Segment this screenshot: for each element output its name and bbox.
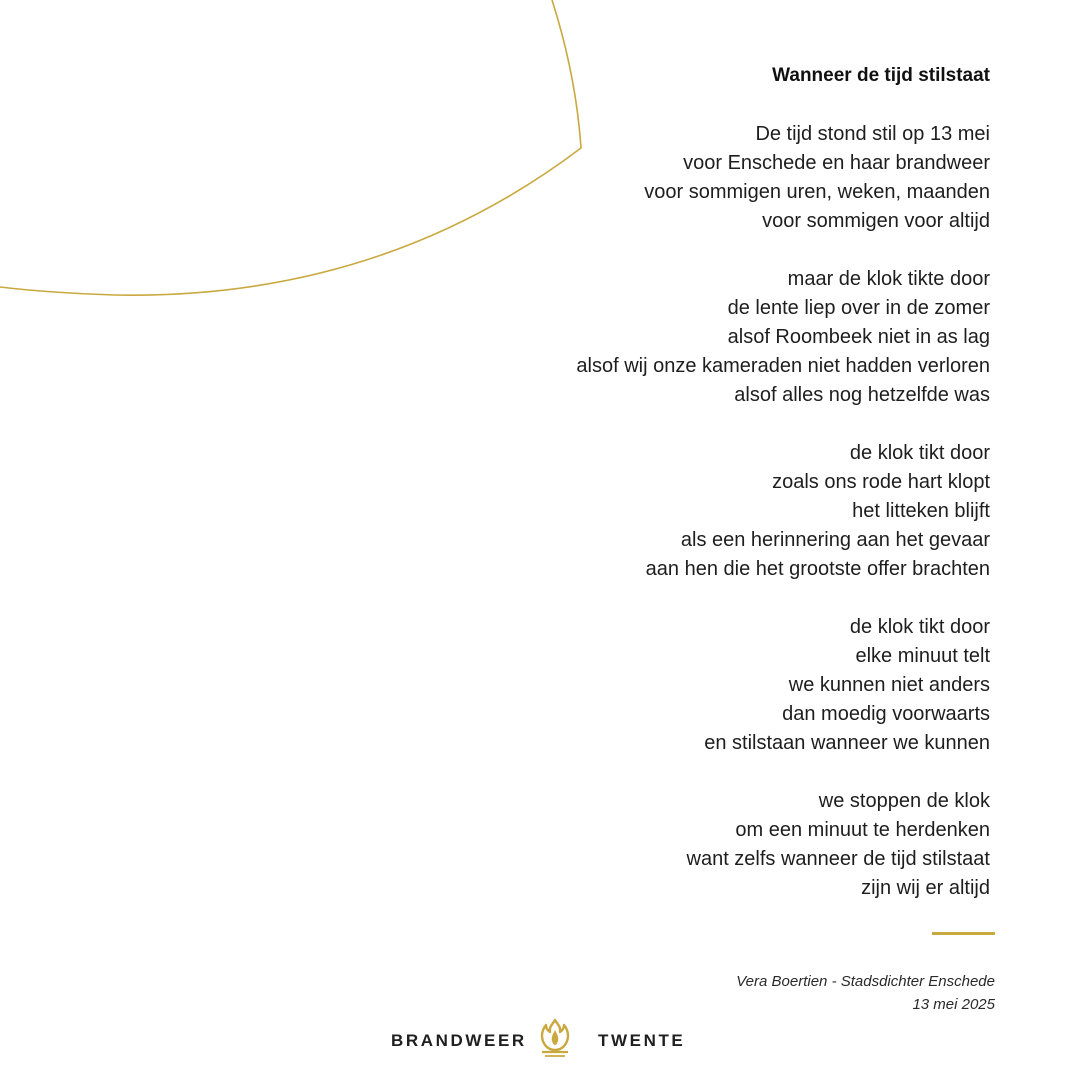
clock-hand-arc-decoration [0, 0, 600, 310]
poem-credits [736, 970, 995, 1016]
poem-line: zijn wij er altijd [861, 877, 990, 899]
stanza-2 [520, 265, 990, 410]
stanza-4 [520, 613, 990, 758]
stanza-1 [520, 120, 990, 236]
poem-line: als een herinnering aan het gevaar [680, 529, 990, 551]
poem-line: de klok tikt door [849, 442, 990, 464]
brandweer-twente-logo [391, 1018, 691, 1062]
poem-line: dan moedig voorwaarts [782, 703, 990, 725]
stanza-3 [520, 439, 990, 584]
poem-line: De tijd stond stil op 13 mei [755, 123, 990, 145]
poem-line: voor sommigen voor altijd [762, 210, 990, 232]
poem-line: we kunnen niet anders [788, 674, 990, 696]
poem-title: Wanneer de tijd stilstaat [772, 65, 990, 86]
poem-line: alsof wij onze kameraden niet hadden verloren [576, 355, 990, 377]
author-credit: Vera Boertien - Stadsdichter Enschede [736, 973, 995, 990]
logo-word-brandweer: BRANDWEER [391, 1031, 527, 1050]
gold-divider [932, 932, 995, 935]
poem-line: de klok tikt door [849, 616, 990, 638]
poem [520, 62, 990, 932]
stanza-5 [520, 787, 990, 903]
poem-date: 13 mei 2025 [912, 996, 995, 1013]
poem-line: aan hen die het grootste offer brachten [645, 558, 990, 580]
poem-line: voor sommigen uren, weken, maanden [644, 181, 990, 203]
poem-line: voor Enschede en haar brandweer [683, 152, 990, 174]
poem-line: alsof alles nog hetzelfde was [734, 384, 990, 406]
poem-line: alsof Roombeek niet in as lag [727, 326, 990, 348]
poem-line: om een minuut te herdenken [735, 819, 990, 841]
poem-line: het litteken blijft [852, 500, 990, 522]
poem-line: en stilstaan wanneer we kunnen [704, 732, 990, 754]
poem-line: want zelfs wanneer de tijd stilstaat [686, 848, 990, 870]
poem-line: de lente liep over in de zomer [727, 297, 990, 319]
logo-word-twente: TWENTE [598, 1031, 686, 1050]
poem-line: elke minuut telt [855, 645, 990, 667]
poem-line: maar de klok tikte door [787, 268, 990, 290]
poem-line: we stoppen de klok [818, 790, 990, 812]
brandweer-flame-emblem-icon [539, 1018, 571, 1058]
poem-line: zoals ons rode hart klopt [772, 471, 990, 493]
